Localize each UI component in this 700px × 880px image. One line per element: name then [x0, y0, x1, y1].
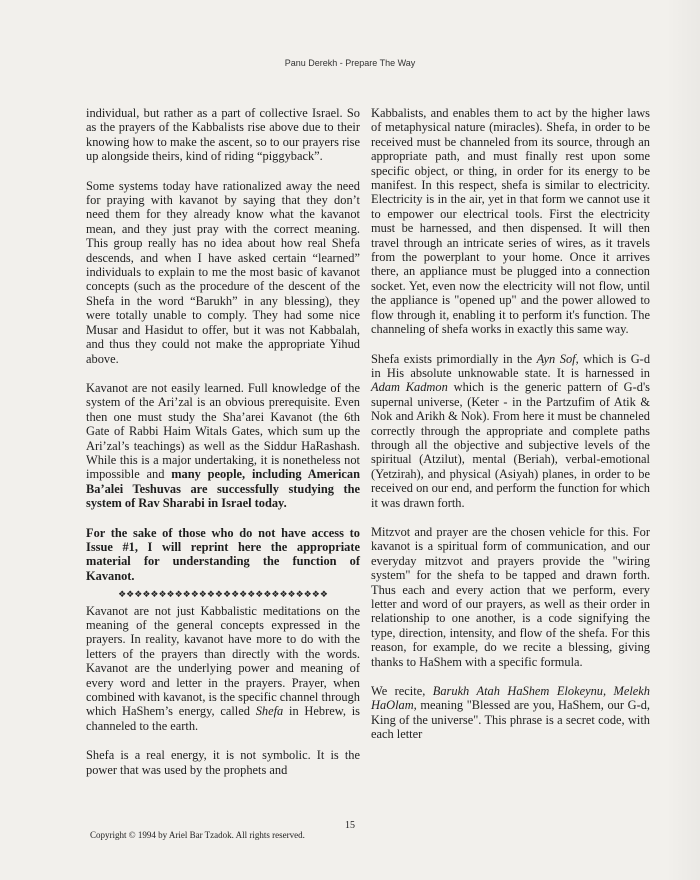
copyright-notice: Copyright © 1994 by Ariel Bar Tzadok. All rights reserved.: [90, 830, 305, 840]
paragraph: [86, 604, 360, 734]
paragraph: Mitzvot and prayer are the chosen vehicle for this. For kavanot is a spiritual form of communication, and our everyday mitzvot and prayers provide the "wiring system" for the shefa to be tapped and drawn forth. Thus each and every action that we perform, every letter and word of our prayers, as well as their order in relationship to one another, is a code signifying the type, direction, intensity, and flow of the shefa. For this reason, for example, do we recite a blessing, giving thanks to HaShem with a specific formula.: [371, 524, 650, 669]
paragraph-text: in Hebrew, is channeled to the earth.: [86, 704, 360, 733]
bold-paragraph: For the sake of those who do not have access to Issue #1, I will reprint here the appropriate material for understanding the function of Kavanot.: [86, 525, 360, 583]
paragraph: [371, 684, 650, 742]
page-number: 15: [345, 820, 355, 831]
running-header: Panu Derekh - Prepare The Way: [284, 58, 416, 68]
paragraph: [86, 381, 360, 511]
ornament-divider: ❖❖❖❖❖❖❖❖❖❖❖❖❖❖❖❖❖❖❖❖❖❖❖❖❖❖: [118, 589, 328, 600]
paragraph: Kabbalists, and enables them to act by the higher laws of metaphysical nature (miracles). Shefa, in order to be received must be channeled from its source, through an appropriate path, and must finally rest upon some specific object, or thing, in order for its energy to be manifest. In this respect, shefa is similar to electricity. Electricity is in the air, yet in that form we cannot use it to empower our electrical tools. First the electricity must be harnessed, and then dispensed. It will then travel through an intricate series of wires, as it travels from the powerplant to your home. Once it arrives there, an appliance must be plugged into a connection socket. Yet, even now the electricity will not flow, until the appliance is "opened up" and the power allowed to flow through it, enabling it to perform it's function. The channeling of shefa works in exactly this same way.: [371, 106, 650, 337]
left-column: [86, 106, 360, 792]
page-edge-shade: [666, 0, 700, 880]
paragraph: individual, but rather as a part of collective Israel. So as the prayers of the Kabbalists rise above due to their knowing how to make the ascent, so to our prayers rise up alongside theirs, kind of riding “piggyback”.: [86, 106, 360, 164]
bold-emphasis: many people, including American Ba’alei Teshuvas are successfully studying the system of Rav Sharabi in Israel today.: [86, 467, 360, 511]
paragraph-text: Shefa exists primordially in the: [371, 351, 537, 366]
paragraph-text: Kavanot are not easily learned. Full knowledge of the system of the Ari’zal is an obvious prerequisite. Even then one must study the Sha’arei Kavanot (the 6th Gate of Rabbi Haim Witals Gates, which sum up the Ari’zal’s teachings) as well as the Siddur HaRashash. While this is a major undertaking, it is nonetheless not impossible and: [86, 380, 360, 482]
paragraph-text: meaning "Blessed are you, HaShem, our G-d, King of the universe". This phrase is a secret code, with each letter: [371, 698, 650, 742]
italic-term: Adam Kadmon: [371, 380, 448, 395]
paragraph: [371, 352, 650, 510]
paragraph: Some systems today have rationalized away the need for praying with kavanot by saying that they don’t need them for they already know what the kavanot mean, and they just pray with the correct meaning. This group really has no idea about how real Shefa descends, and when I have asked certain “learned” individuals to explain to me the most basic of kavanot concepts (such as the procedure of the descent of the Shefa in the word “Barukh” in any blessing), they were totally unable to comply. They had some nice Musar and Hasidut to offer, but it was not Kabbalah, and thus they could not make the appropriate Yihud above.: [86, 178, 360, 366]
italic-term: Ayn Sof,: [536, 351, 579, 366]
italic-phrase: Barukh Atah HaShem Elokeynu, Melekh HaOlam,: [371, 684, 650, 713]
paragraph-text: Kavanot are not just Kabbalistic meditations on the meaning of the general concepts expressed in the prayers. In reality, kavanot have more to do with the letters of the prayers than directly with the words. Kavanot are the underlying power and meaning of every word and letter in the prayers. Prayer, when combined with kavanot, is the specific channel through which HaShem’s energy, called: [86, 603, 360, 719]
paragraph-text: which is the generic pattern of G-d's supernal universe, (Keter - in the Partzufim of Atik & Nok and Arikh & Nok). From here it must be channeled correctly through the appropriate and complete paths through all the objective and subjective levels of the spiritual (Atzilut), mental (Beriah), verbal-emotional (Yetzirah), and physical (Asiyah) planes, in order to be received on our end, and perform the function for which it was drawn forth.: [371, 380, 650, 510]
paragraph: Shefa is a real energy, it is not symbolic. It is the power that was used by the prophets and: [86, 748, 360, 777]
italic-term: Shefa: [255, 704, 284, 719]
paragraph-text: which is G-d in His absolute unknowable state. It is harnessed in: [371, 351, 651, 380]
right-column: [371, 106, 650, 757]
paragraph-text: We recite,: [371, 684, 433, 699]
